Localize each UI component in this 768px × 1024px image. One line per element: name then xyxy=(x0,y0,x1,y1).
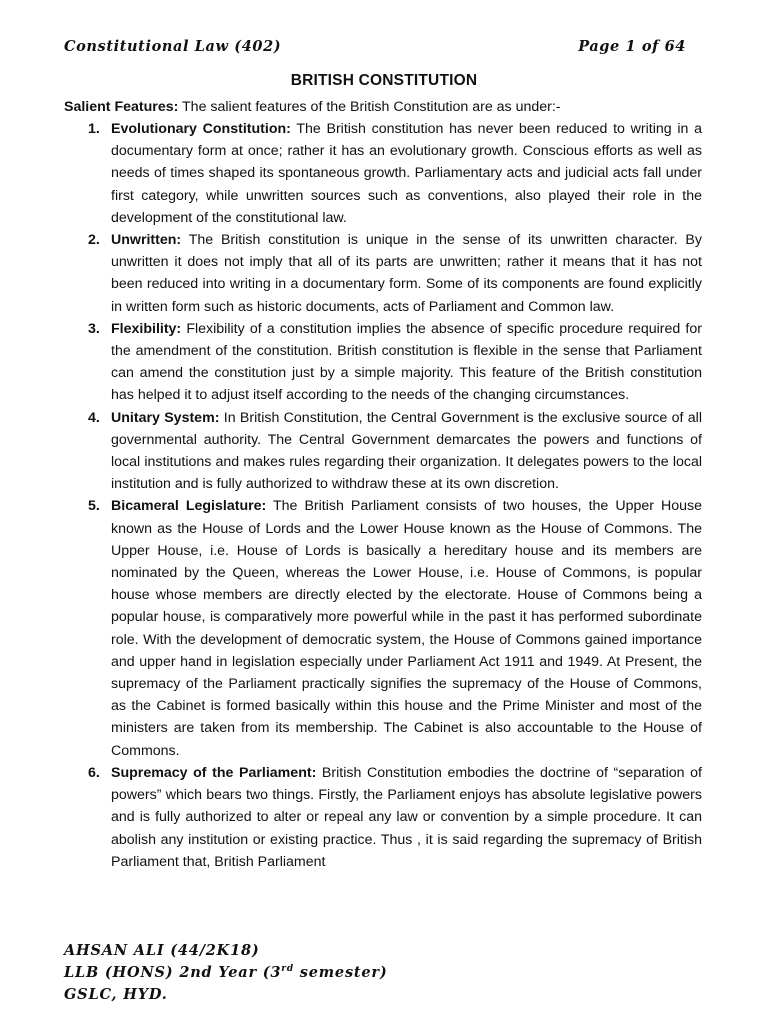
institution-line: GSLC, HYD. xyxy=(64,986,168,1003)
page-number: Page 1 of 64 xyxy=(578,38,686,55)
page-footer xyxy=(64,940,388,1006)
item-number: 1. xyxy=(88,121,100,137)
page-header xyxy=(64,38,686,55)
item-number: 6. xyxy=(88,764,100,781)
intro-text: The salient features of the British Constitution are as under:- xyxy=(178,99,561,115)
list-item xyxy=(64,407,702,496)
program-line xyxy=(64,962,388,984)
item-text: British Constitution embodies the doctrine of “separation of powers” which bears two things. Firstly, the Parliament enjoys has absolute legislative powers and is fully authorized to alter or repeal any law or convention by a simple procedure. It can abolish any institution or existing practice. Thus , it is said regarding the supremacy of British Parliament that, British Parliament xyxy=(111,764,702,870)
list-item xyxy=(64,762,702,873)
item-text: Flexibility of a constitution implies the absence of specific procedure required for the amendment of the constitution. British constitution is flexible in the sense that Parliament can amend the constitution just by a simple majority. This feature of the British constitution has helped it to adjust itself according to the needs of the changing circumstances. xyxy=(111,320,702,404)
item-text: The British constitution is unique in the sense of its unwritten character. By unwritten it does not imply that all of its parts are unwritten; rather it means that it has not been reduced into writing in a documentary form. Some of its components are found explicitly in written form such as historic documents, acts of Parliament and Common law. xyxy=(111,232,702,315)
item-number: 4. xyxy=(88,409,100,426)
features-list xyxy=(64,118,702,873)
item-text: The British constitution has never been reduced to writing in a documentary form at once; rather it has an evolutionary growth. Conscious efforts as well as needs of times shaped its spontaneous growth. Parliamentary acts and judicial acts fall under first category, while unwritten sources such as conventions, also played their role in the development of the constitutional law. xyxy=(111,121,702,226)
document-title: BRITISH CONSTITUTION xyxy=(290,72,478,89)
item-number: 2. xyxy=(88,232,100,249)
item-title: Unwritten: xyxy=(111,232,182,249)
ordinal-suffix: rd xyxy=(281,964,294,975)
intro-label: Salient Features: xyxy=(64,99,179,115)
list-item xyxy=(64,495,702,761)
item-title: Unitary System: xyxy=(111,409,220,426)
item-number: 3. xyxy=(88,320,100,337)
list-item xyxy=(64,118,702,229)
list-item xyxy=(64,318,702,407)
semester-text: semester) xyxy=(293,964,388,981)
item-title: Supremacy of the Parliament: xyxy=(111,764,317,781)
intro-paragraph xyxy=(64,96,712,118)
item-title: Bicameral Legislature: xyxy=(111,498,267,515)
item-text: The British Parliament consists of two houses, the Upper House known as the House of Lords and the Lower House known as the House of Commons. The Upper House, i.e. House of Lords is basically a hereditary house and its members are nominated by the Queen, whereas the Lower House, i.e. House of Commons, is popular house whose members are directly elected by the electorate. House of Commons being a popular house, is comparatively more powerful while in the past it has performed subordinate role. With the development of democratic system, the House of Commons gained importance and upper hand in legislation especially under Parliament Act 1911 and 1949. At Present, the supremacy of the Parliament practically signifies the supremacy of the House of Commons, as the Cabinet is formed basically within this house and the Prime Minister and most of the ministers are taken from its membership. The Cabinet is also accountable to the House of Commons. xyxy=(111,498,702,759)
course-title: Constitutional Law (402) xyxy=(64,38,282,55)
item-number: 5. xyxy=(88,498,100,515)
item-text: In British Constitution, the Central Government is the exclusive source of all governmental authority. The Central Government demarcates the powers and functions of local institutions and makes rules regarding their organization. It delegates powers to the local institution and is fully authorized to withdraw these at its own discretion. xyxy=(111,409,702,493)
program-text: LLB (HONS) 2nd Year (3 xyxy=(64,964,282,981)
item-title: Flexibility: xyxy=(111,320,182,337)
item-title: Evolutionary Constitution: xyxy=(111,121,291,137)
author-name: AHSAN ALI (44/2K18) xyxy=(64,942,260,959)
list-item xyxy=(64,229,702,318)
